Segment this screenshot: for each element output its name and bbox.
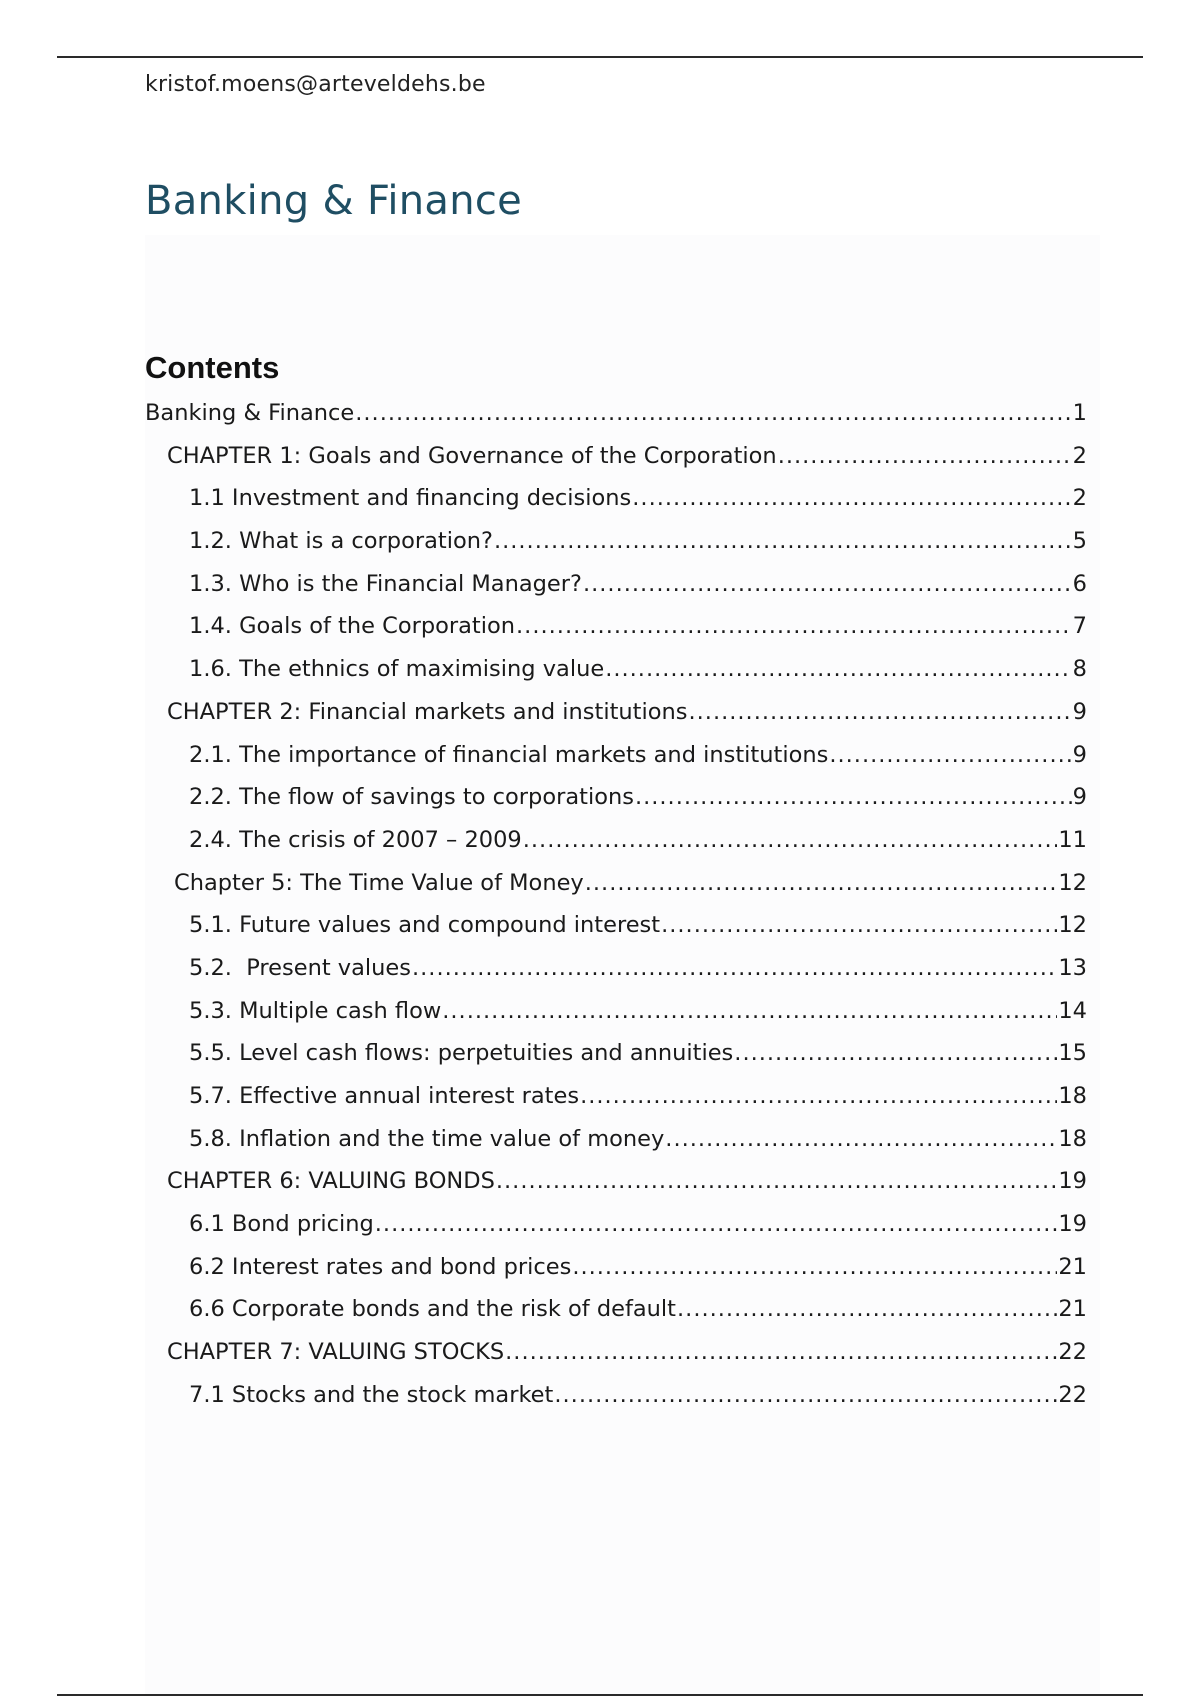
toc-entry-title: CHAPTER 6: VALUING BONDS (167, 1168, 495, 1195)
toc-entry[interactable] (145, 742, 1087, 785)
toc-entry-title: 1.6. The ethnics of maximising value (189, 656, 605, 683)
toc-page-number: 18 (1058, 1083, 1087, 1109)
footer-rule (57, 1694, 1143, 1696)
toc-entry-title: 5.7. Effective annual interest rates (189, 1083, 580, 1109)
toc-entry-title: 5.5. Level cash flows: perpetuities and annuities (189, 1040, 734, 1067)
toc-dot-leader (355, 400, 1071, 426)
toc-entry[interactable] (145, 955, 1087, 998)
toc-page-number: 2 (1072, 442, 1087, 469)
toc-page-number: 12 (1058, 912, 1087, 939)
toc-dot-leader (412, 955, 1057, 981)
toc-entry[interactable] (145, 784, 1087, 827)
toc-entry[interactable] (145, 1040, 1087, 1083)
toc-entry-title: 2.4. The crisis of 2007 – 2009 (189, 826, 522, 853)
toc-entry[interactable] (145, 870, 1087, 913)
toc-dot-leader (632, 485, 1071, 511)
toc-dot-leader (583, 571, 1072, 597)
toc-entry[interactable] (145, 1382, 1087, 1425)
toc-page-number: 9 (1072, 698, 1087, 725)
toc-dot-leader (585, 870, 1058, 896)
toc-dot-leader (494, 528, 1072, 554)
toc-dot-leader (516, 613, 1072, 639)
toc-entry-title: 5.2. Present values (189, 954, 411, 981)
toc-entry-title: CHAPTER 2: Financial markets and institutions (167, 698, 688, 725)
toc-entry[interactable] (145, 827, 1087, 870)
toc-entry-title: 5.3. Multiple cash flow (189, 997, 442, 1024)
toc-dot-leader (375, 1211, 1058, 1237)
toc-entry[interactable] (145, 613, 1087, 656)
toc-page-number: 1 (1072, 400, 1087, 426)
toc-dot-leader (778, 443, 1072, 469)
toc-dot-leader (677, 1296, 1057, 1322)
toc-dot-leader (554, 1382, 1057, 1408)
toc-page-number: 19 (1058, 1211, 1087, 1238)
toc-heading: Contents (145, 350, 280, 385)
toc-entry-title: 1.2. What is a corporation? (189, 528, 493, 555)
toc-page-number: 19 (1058, 1168, 1087, 1195)
toc-dot-leader (635, 784, 1072, 810)
toc-entry-title: 6.6 Corporate bonds and the risk of default (189, 1296, 677, 1323)
toc-entry[interactable] (145, 1339, 1087, 1382)
header-rule (57, 56, 1143, 58)
toc-page-number: 5 (1072, 528, 1087, 555)
toc-page-number: 9 (1072, 784, 1087, 811)
toc-dot-leader (665, 1126, 1057, 1152)
toc-entry-title: Chapter 5: The Time Value of Money (174, 869, 584, 896)
toc-entry[interactable] (145, 485, 1087, 528)
toc-dot-leader (523, 827, 1058, 853)
toc-entry[interactable] (145, 528, 1087, 571)
toc-entry-title: 5.1. Future values and compound interest (189, 912, 661, 939)
toc-entry-title: 6.1 Bond pricing (189, 1211, 374, 1238)
toc-dot-leader (505, 1339, 1057, 1365)
toc-page-number: 22 (1058, 1339, 1087, 1366)
toc-entry[interactable] (145, 998, 1087, 1041)
toc-page-number: 21 (1058, 1253, 1087, 1280)
toc-entry[interactable] (145, 571, 1087, 614)
toc-dot-leader (496, 1168, 1058, 1194)
toc-entry-title: CHAPTER 1: Goals and Governance of the Corporation (167, 442, 777, 469)
toc-entry[interactable] (145, 1296, 1087, 1339)
toc-page-number: 7 (1072, 613, 1087, 640)
toc-page-number: 18 (1058, 1125, 1087, 1152)
document-title: Banking & Finance (145, 178, 523, 224)
toc-page-number: 8 (1072, 656, 1087, 683)
toc-page-number: 2 (1072, 485, 1087, 512)
toc-page-number: 9 (1072, 741, 1087, 768)
toc-page-number: 22 (1058, 1381, 1087, 1408)
toc-dot-leader (605, 656, 1071, 682)
toc-page-number: 6 (1072, 570, 1087, 597)
toc-entry[interactable] (145, 1254, 1087, 1297)
toc-entry-title: Banking & Finance (145, 400, 355, 426)
toc-entry[interactable] (145, 1168, 1087, 1211)
toc-entry-title: 1.1 Investment and financing decisions (189, 485, 632, 512)
toc-entry-title: 2.1. The importance of financial markets and institutions (189, 741, 829, 768)
toc-entry[interactable] (145, 443, 1087, 486)
toc-dot-leader (442, 998, 1057, 1024)
toc-dot-leader (580, 1083, 1057, 1109)
toc-page-number: 11 (1058, 826, 1087, 853)
toc-entry-title: 6.2 Interest rates and bond prices (189, 1253, 572, 1280)
toc-page-number: 15 (1058, 1040, 1087, 1067)
toc-dot-leader (688, 699, 1071, 725)
toc-entry-title: 2.2. The flow of savings to corporations (189, 784, 634, 811)
toc-entry[interactable] (145, 699, 1087, 742)
toc-entry-title: 1.3. Who is the Financial Manager? (189, 570, 582, 597)
toc-entry[interactable] (145, 1211, 1087, 1254)
toc-entry[interactable] (145, 912, 1087, 955)
toc-dot-leader (572, 1254, 1057, 1280)
toc-dot-leader (734, 1040, 1057, 1066)
toc-entry[interactable] (145, 400, 1087, 443)
toc-page-number: 12 (1058, 869, 1087, 896)
toc-page-number: 14 (1058, 997, 1087, 1024)
toc-entry-title: CHAPTER 7: VALUING STOCKS (167, 1339, 505, 1366)
toc-entry[interactable] (145, 1126, 1087, 1169)
toc-page-number: 13 (1058, 954, 1087, 981)
toc-page-number: 21 (1058, 1296, 1087, 1323)
toc-entry-title: 5.8. Inflation and the time value of money (189, 1125, 665, 1152)
toc-entry[interactable] (145, 656, 1087, 699)
toc-dot-leader (829, 742, 1071, 768)
table-of-contents (145, 400, 1087, 1425)
author-email: kristof.moens@arteveldehs.be (145, 72, 486, 97)
toc-entry-title: 1.4. Goals of the Corporation (189, 613, 516, 640)
toc-entry[interactable] (145, 1083, 1087, 1126)
toc-dot-leader (661, 912, 1057, 938)
toc-entry-title: 7.1 Stocks and the stock market (189, 1381, 554, 1408)
